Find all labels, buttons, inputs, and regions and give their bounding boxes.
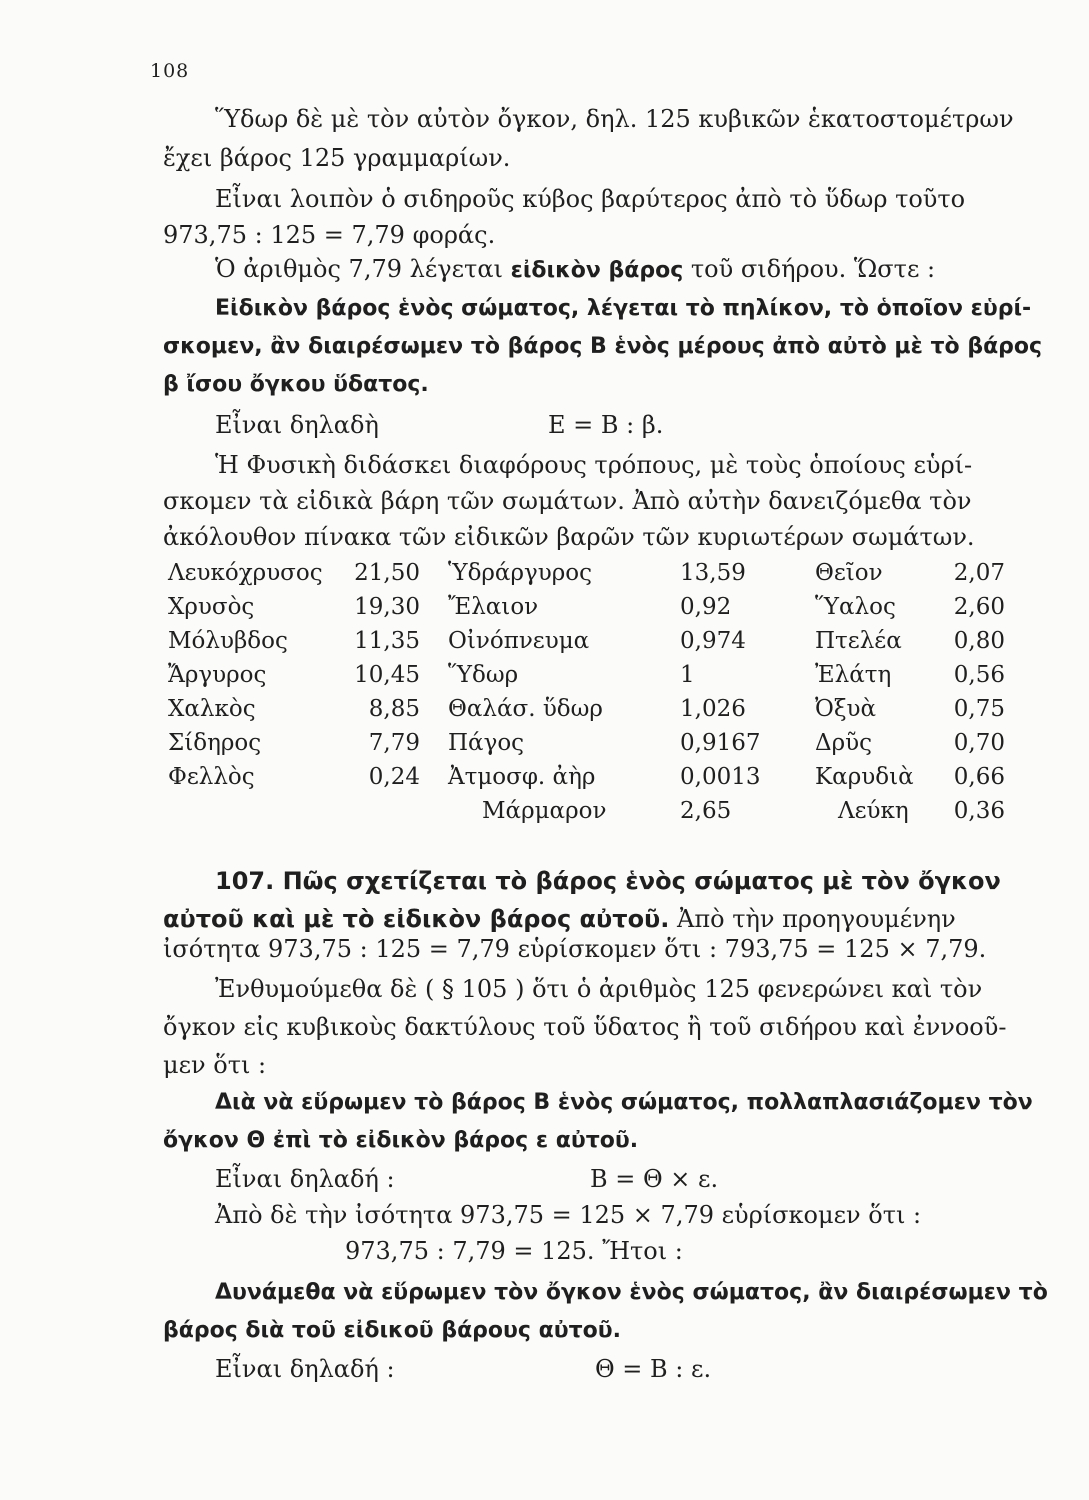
table-col3-value: 0,56 [953, 662, 1005, 688]
section-107-heading-bold: αὐτοῦ καὶ μὲ τὸ εἰδικὸν βάρος αὐτοῦ. [163, 905, 670, 933]
table-col1-name: Ἄργυρος [168, 662, 267, 688]
intro-line-2: ἔχει βάρος 125 γραμμαρίων. [163, 144, 511, 172]
physics-line-3: ἀκόλουθον πίνακα τῶν εἰδικῶν βαρῶν τῶν κυριωτέρων σωμάτων. [163, 523, 975, 551]
table-col3-name: Θεῖον [815, 560, 883, 586]
definition-line-3: β ἴσου ὄγκου ὕδατος. [163, 372, 429, 397]
section-107-line-7: Ἀπὸ δὲ τὴν ἰσότητα 973,75 = 125 × 7,79 εὑρίσκομεν ὅτι : [215, 1201, 922, 1229]
table-col3-value: 0,70 [953, 730, 1005, 756]
table-col3-value: 0,80 [953, 628, 1005, 654]
table-col3-value: 0,66 [953, 764, 1005, 790]
table-col2-value: 0,92 [680, 594, 732, 620]
table-col2-value: 13,59 [680, 560, 746, 586]
table-col3-name: Ὕαλος [815, 594, 896, 620]
table-col3-value: 0,75 [953, 696, 1005, 722]
table-col1-name: Σίδηρος [168, 730, 262, 756]
formula-1-label: Εἶναι δηλαδή : [215, 1165, 395, 1193]
physics-line-2: σκομεν τὰ εἰδικὰ βάρη τῶν σωμάτων. Ἀπὸ αὐτὴν δανειζόμεθα τὸν [163, 487, 972, 515]
page-number: 108 [150, 60, 190, 82]
table-col2-value: 1 [680, 662, 695, 688]
rule-weight-line-1: Διὰ νὰ εὕρωμεν τὸ βάρος Β ἑνὸς σώματος, πολλαπλασιάζομεν τὸν [215, 1090, 1033, 1115]
table-col1-value: 10,45 [354, 662, 420, 688]
table-col2-name: Πάγος [448, 730, 525, 756]
intro-line-3: Εἶναι λοιπὸν ὁ σιδηροῦς κύβος βαρύτερος ἀπὸ τὸ ὕδωρ τοῦτο [215, 185, 966, 213]
section-107-line-6: μεν ὅτι : [163, 1051, 267, 1079]
table-col1-value: 11,35 [354, 628, 420, 654]
section-107-line-4: Ἐνθυμούμεθα δὲ ( § 105 ) ὅτι ὁ ἀριθμὸς 125 φενερώνει καὶ τὸν [215, 975, 983, 1003]
table-col2-name: Ἔλαιον [448, 594, 539, 620]
table-col2-value: 0,9167 [680, 730, 761, 756]
definition-line-2: σκομεν, ἂν διαιρέσωμεν τὸ βάρος Β ἑνὸς μέρους ἀπὸ αὐτὸ μὲ τὸ βάρος [163, 334, 1043, 359]
table-col1-name: Χαλκὸς [168, 696, 256, 722]
section-107-heading-normal: Ἀπὸ τὴν προηγουμένην [677, 905, 956, 933]
table-col2-name: Ἀτμοσφ. ἀὴρ [448, 764, 596, 790]
table-col3-name: Λεύκη [838, 798, 909, 824]
section-107-line-3: ἰσότητα 973,75 : 125 = 7,79 εὑρίσκομεν ὅτι : 793,75 = 125 × 7,79. [163, 935, 987, 963]
table-col3-value: 2,60 [953, 594, 1005, 620]
table-col3-name: Ἐλάτη [815, 662, 892, 688]
intro-line-4: 973,75 : 125 = 7,79 φοράς. [163, 221, 496, 249]
table-col2-value: 1,026 [680, 696, 746, 722]
intro-line-1: Ὕδωρ δὲ μὲ τὸν αὐτὸν ὄγκον, δηλ. 125 κυβικῶν ἑκατοστομέτρων [215, 105, 1014, 133]
definition-line-1: Εἰδικὸν βάρος ἑνὸς σώματος, λέγεται τὸ πηλίκον, τὸ ὁποῖον εὑρί- [215, 296, 1032, 321]
physics-line-1: Ἡ Φυσικὴ διδάσκει διαφόρους τρόπους, μὲ τοὺς ὁποίους εὑρί- [215, 451, 973, 479]
table-col2-value: 0,974 [680, 628, 746, 654]
intro-line-5 [215, 254, 935, 286]
table-col1-value: 21,50 [354, 560, 420, 586]
table-col2-name: Μάρμαρον [482, 798, 607, 824]
table-col1-name: Χρυσὸς [168, 594, 255, 620]
formula-2: Θ = Β : ε. [595, 1355, 712, 1383]
table-col3-value: 2,07 [953, 560, 1005, 586]
table-col1-value: 7,79 [368, 730, 420, 756]
table-col3-value: 0,36 [953, 798, 1005, 824]
table-col3-name: Ὀξυὰ [815, 696, 877, 722]
table-col1-name: Φελλὸς [168, 764, 255, 790]
table-col3-name: Πτελέα [815, 628, 902, 654]
formula-2-label: Εἶναι δηλαδή : [215, 1355, 395, 1383]
definition-formula: Ε = Β : β. [548, 411, 664, 439]
intro-line-5-start: Ὁ ἀριθμὸς 7,79 λέγεται [215, 255, 503, 283]
table-col2-name: Ὕδωρ [448, 662, 519, 688]
intro-line-5-end: τοῦ σιδήρου. Ὥστε : [690, 255, 936, 283]
rule-weight-line-2: ὄγκον Θ ἐπὶ τὸ εἰδικὸν βάρος ε αὐτοῦ. [163, 1128, 639, 1153]
table-col1-name: Μόλυβδος [168, 628, 288, 654]
table-col2-name: Ὑδράργυρος [448, 560, 592, 586]
formula-1: Β = Θ × ε. [590, 1165, 719, 1193]
table-col1-name: Λευκόχρυσος [168, 560, 323, 586]
definition-formula-label: Εἶναι δηλαδὴ [215, 411, 379, 439]
table-col1-value: 8,85 [368, 696, 420, 722]
table-col3-name: Καρυδιὰ [815, 764, 914, 790]
table-col2-value: 0,0013 [680, 764, 761, 790]
table-col2-value: 2,65 [680, 798, 732, 824]
table-col1-value: 19,30 [354, 594, 420, 620]
section-107-heading: 107. Πῶς σχετίζεται τὸ βάρος ἑνὸς σώματος μὲ τὸν ὄγκον [215, 867, 1001, 895]
section-107-line-8: 973,75 : 7,79 = 125. Ἤτοι : [345, 1237, 683, 1265]
table-col2-name: Οἰνόπνευμα [448, 628, 590, 654]
term-specific-weight: εἰδικὸν βάρος [510, 258, 684, 283]
rule-volume-line-2: βάρος διὰ τοῦ εἰδικοῦ βάρους αὐτοῦ. [163, 1318, 621, 1343]
section-107-line-5: ὄγκον εἰς κυβικοὺς δακτύλους τοῦ ὕδατος ἢ τοῦ σιδήρου καὶ ἐννοοῦ- [163, 1013, 1007, 1041]
rule-volume-line-1: Δυνάμεθα νὰ εὕρωμεν τὸν ὄγκον ἑνὸς σώματος, ἂν διαιρέσωμεν τὸ [215, 1280, 1048, 1305]
table-col2-name: Θαλάσ. ὕδωρ [448, 696, 603, 722]
table-col1-value: 0,24 [368, 764, 420, 790]
section-107-heading-line-2 [163, 904, 956, 934]
table-col3-name: Δρῦς [815, 730, 872, 756]
